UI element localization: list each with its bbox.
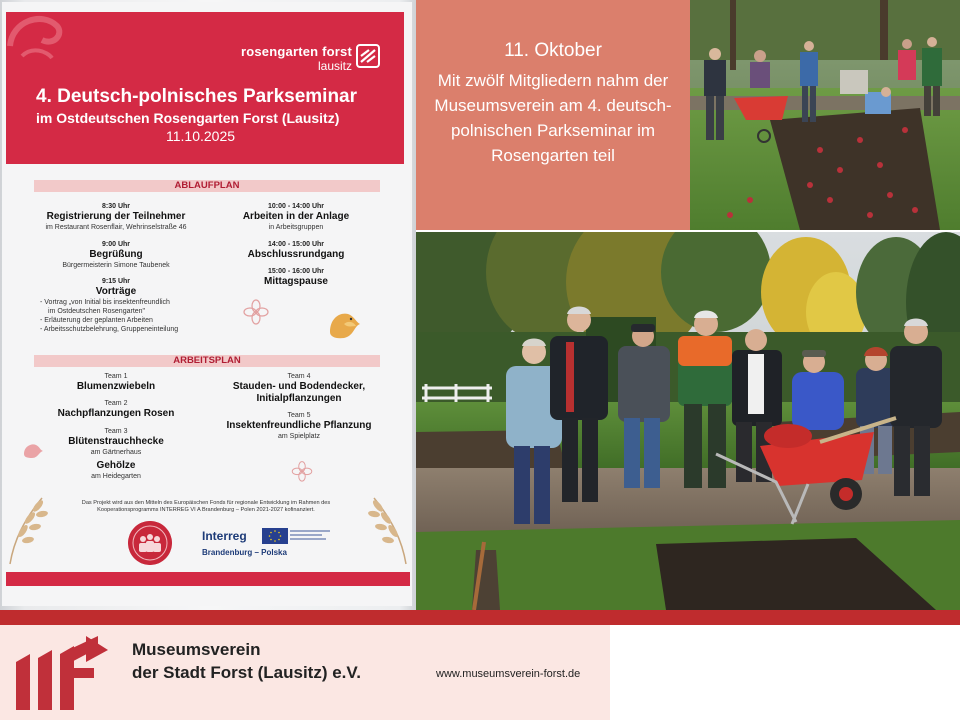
schedule-time: 8:30 Uhr — [101, 203, 130, 210]
schedule-time: 10:00 - 14:00 Uhr — [267, 203, 325, 210]
team-location: am Heidegarten — [91, 473, 141, 480]
poster-title: 4. Deutsch-polnisches Parkseminar — [36, 86, 358, 107]
schedule-bullet: - Vortrag „von Initial bis insektenfreundlich — [40, 299, 170, 306]
schedule-item — [36, 202, 196, 232]
schedule-bullet: im Ostdeutschen Rosengarten" — [48, 308, 146, 315]
schedule-time: 9:00 Uhr — [101, 241, 130, 248]
team-task-line2: Initialpflanzungen — [256, 393, 342, 404]
rosengarten-logo-icon — [356, 44, 380, 68]
museumsverein-logo-icon — [8, 632, 116, 712]
footer-divider — [0, 610, 960, 625]
team-number: Team 4 — [287, 373, 311, 380]
rose-swirl-decoration — [2, 6, 72, 66]
flower-outline-icon — [290, 460, 314, 486]
team-task: Gehölze — [96, 460, 136, 471]
team-location: am Gärtnerhaus — [90, 449, 142, 456]
wheat-decoration-icon — [2, 490, 50, 566]
poster-bottom-band — [6, 572, 410, 586]
schedule-title: Begrüßung — [89, 249, 143, 260]
team-task: Stauden- und Bodendecker, — [232, 381, 366, 392]
poster-date: 11.10.2025 — [166, 128, 236, 144]
team-item — [36, 372, 196, 393]
group-photo — [416, 232, 960, 610]
schedule-title: Abschlussrundgang — [247, 249, 345, 260]
schedule-item — [214, 267, 378, 288]
team-item — [36, 460, 196, 481]
team-task: Insektenfreundliche Pflanzung — [226, 420, 372, 431]
schedule-bullet: - Erläuterung der geplanten Arbeiten — [40, 317, 153, 324]
team-item — [36, 399, 196, 420]
schedule-item — [214, 240, 378, 261]
schedule-sub: in Arbeitsgruppen — [268, 224, 324, 231]
eu-cofunding-note — [290, 528, 330, 542]
team-item — [36, 427, 196, 457]
participants-logo-icon — [128, 521, 172, 565]
arbeitsplan-heading: ARBEITSPLAN — [34, 355, 380, 367]
team-task: Blumenzwiebeln — [76, 381, 156, 392]
bird-small-icon — [22, 440, 44, 460]
poster-subtitle: im Ostdeutschen Rosengarten Forst (Lausitz) — [36, 110, 340, 126]
team-location: am Spielplatz — [277, 433, 321, 440]
schedule-time: 9:15 Uhr — [101, 278, 130, 285]
bird-icon — [324, 304, 364, 344]
team-number: Team 3 — [104, 428, 128, 435]
garden-work-photo — [690, 0, 960, 230]
team-item — [214, 372, 384, 405]
brand-name: rosengarten forst — [240, 44, 352, 59]
interreg-logo-text: Interreg — [202, 529, 247, 543]
schedule-sub: im Restaurant Rosenflair, Wehrinselstraße 46 — [45, 224, 187, 231]
wheat-decoration-icon — [366, 490, 414, 566]
schedule-title: Mittagspause — [264, 276, 328, 287]
schedule-time: 15:00 - 16:00 Uhr — [267, 268, 325, 275]
interreg-region: Brandenburg – Polska — [202, 548, 287, 557]
brand-sub: lausitz — [317, 59, 352, 73]
schedule-time: 14:00 - 15:00 Uhr — [267, 241, 325, 248]
schedule-title: Vorträge — [95, 286, 137, 297]
team-number: Team 5 — [287, 412, 311, 419]
schedule-title: Registrierung der Teilnehmer — [46, 211, 186, 222]
team-task: Nachpflanzungen Rosen — [57, 408, 175, 419]
ablaufplan-heading: ABLAUFPLAN — [34, 180, 380, 192]
poster-photo — [0, 0, 416, 610]
club-name-line2: der Stadt Forst (Lausitz) e.V. — [132, 663, 361, 682]
club-name: Museumsverein — [132, 640, 261, 659]
eu-flag-icon — [262, 528, 288, 544]
event-date: 11. Oktober — [504, 40, 602, 61]
website-url[interactable]: www.museumsverein-forst.de — [436, 668, 581, 680]
schedule-sub: Bürgermeisterin Simone Taubenek — [62, 262, 170, 269]
flower-outline-icon — [242, 298, 270, 330]
schedule-item — [36, 277, 196, 334]
schedule-item — [214, 202, 378, 232]
funding-text: Das Projekt wird aus den Mitteln des Europäischen Fonds für regionale Entwicklung im Rahmen des Kooperationsprogramms INTERREG VI A Brandenburg – Polen 2021-2027 kofinanziert. — [81, 500, 331, 513]
schedule-bullet: - Arbeitsschutzbelehrung, Gruppeneinteilung — [40, 326, 179, 333]
team-item — [214, 411, 384, 441]
team-number: Team 2 — [104, 400, 128, 407]
team-number: Team 1 — [104, 373, 128, 380]
event-description: Mit zwölf Mitgliedern nahm der Museumsverein am 4. deutsch-polnischen Parkseminar im Rosengarten teil — [434, 71, 672, 165]
event-info-panel — [416, 0, 690, 230]
poster-header — [6, 12, 404, 164]
team-task: Blütenstrauchhecke — [68, 436, 164, 447]
schedule-title: Arbeiten in der Anlage — [242, 211, 350, 222]
schedule-item — [36, 240, 196, 270]
